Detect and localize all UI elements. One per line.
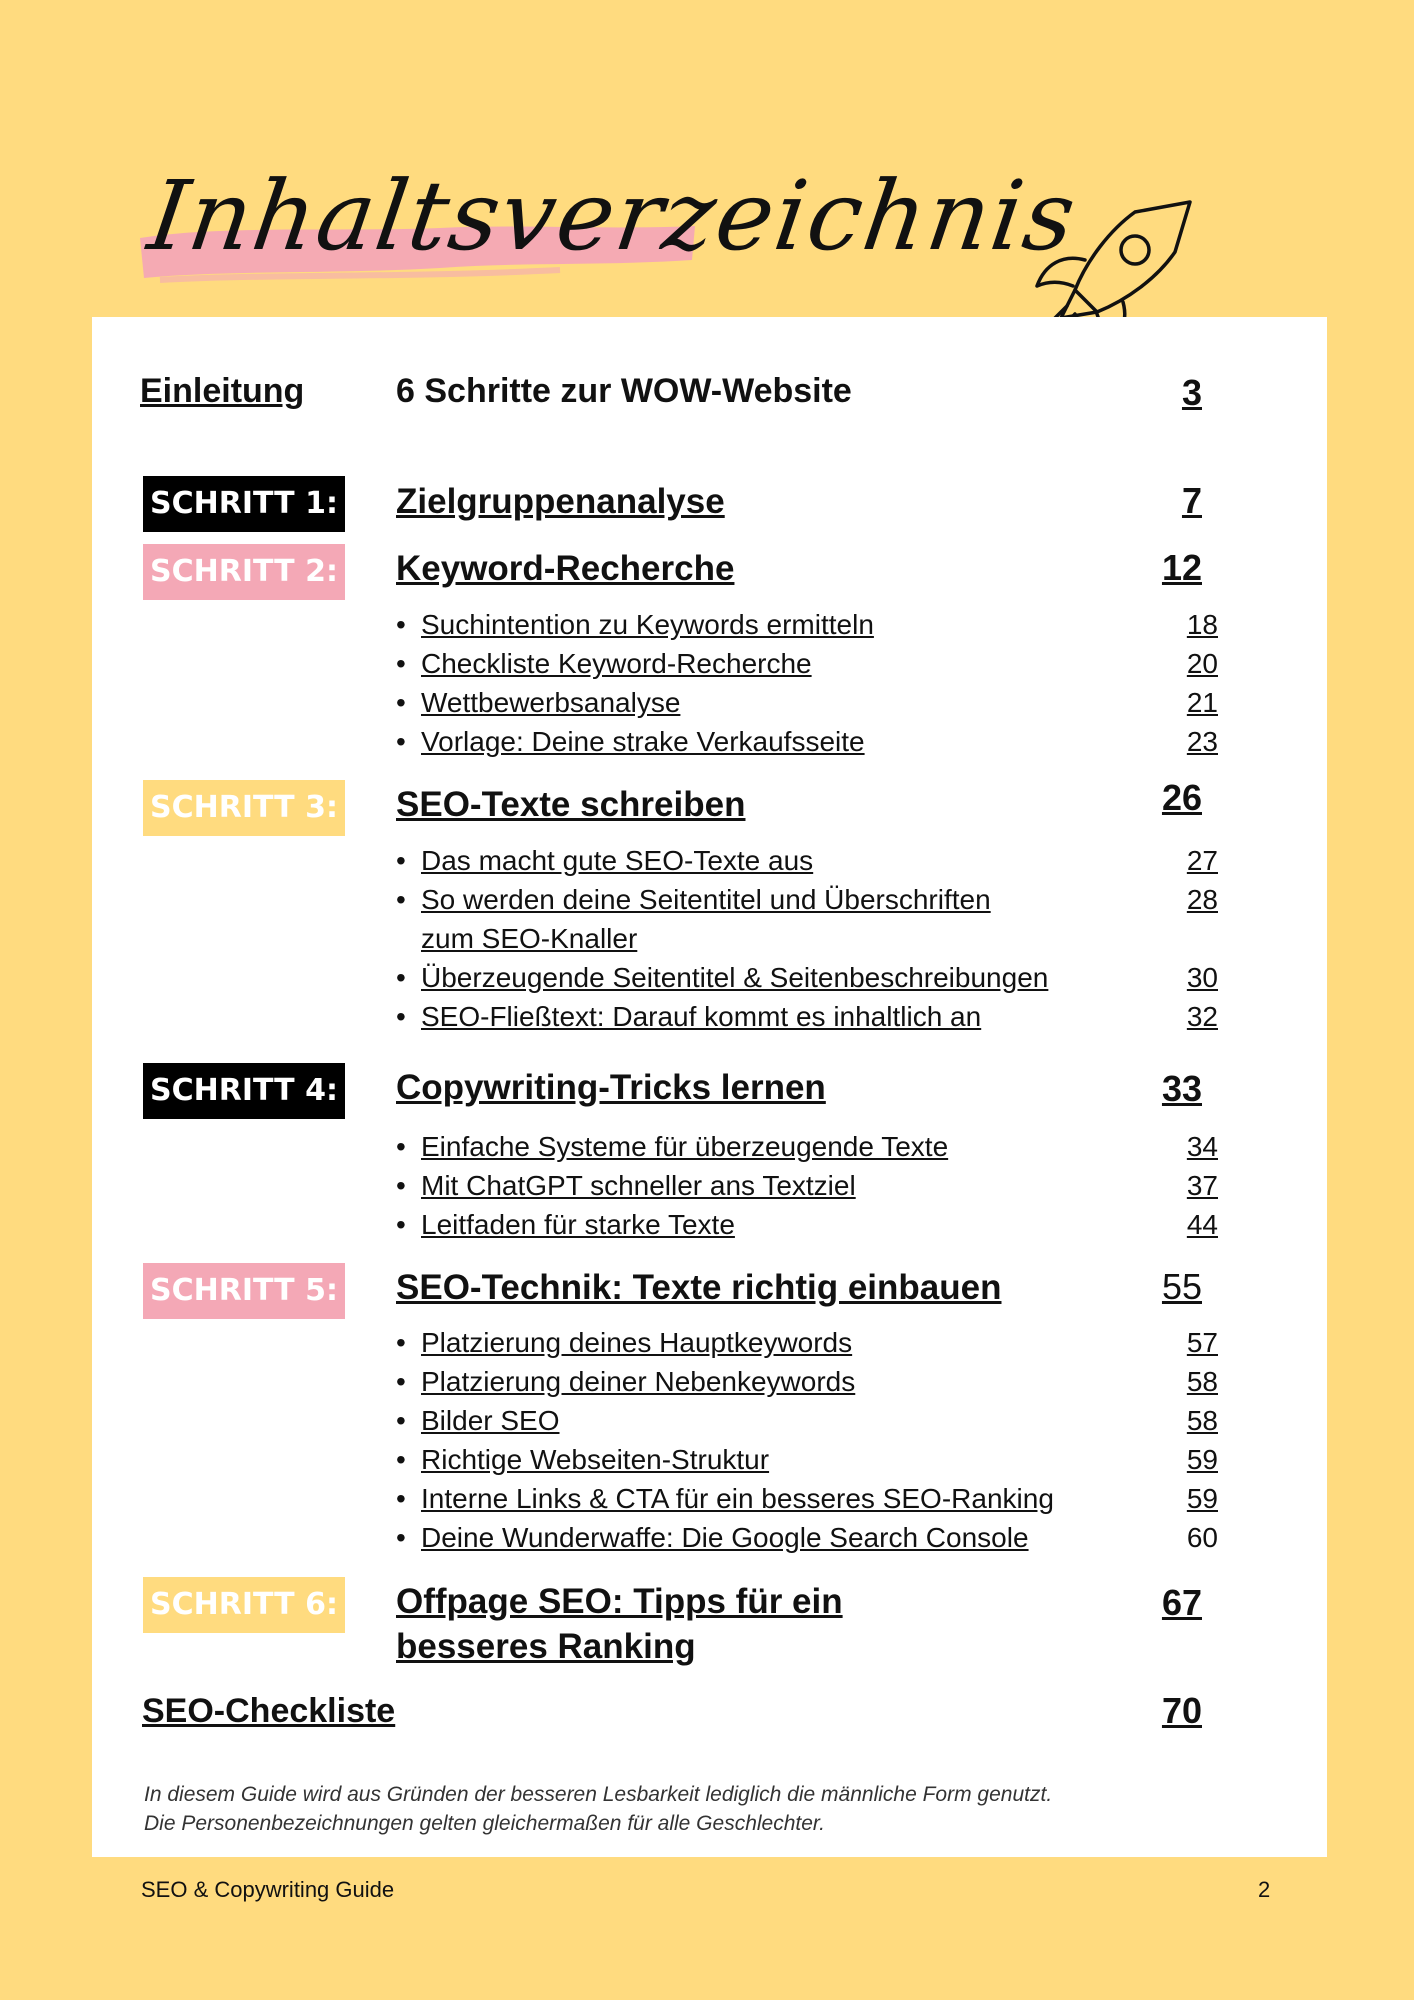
list-item-label[interactable]: Richtige Webseiten-Struktur — [421, 1444, 770, 1475]
list-item-label[interactable]: Leitfaden für starke Texte — [421, 1209, 735, 1240]
bullet-icon: • — [396, 1444, 406, 1475]
bullet-icon: • — [396, 1522, 406, 1553]
list-item-label[interactable]: So werden deine Seitentitel und Überschriften — [421, 884, 991, 915]
list-item-label[interactable]: Vorlage: Deine strake Verkaufsseite — [421, 726, 865, 757]
bullet-icon: • — [396, 1483, 406, 1514]
intro-page[interactable]: 3 — [1181, 372, 1202, 413]
step-5-title[interactable]: SEO-Technik: Texte richtig einbauen — [396, 1268, 1002, 1307]
bullet-icon: • — [396, 1405, 406, 1436]
list-item-page[interactable]: 58 — [1186, 1366, 1218, 1397]
step-5-badge: SCHRITT 5: — [143, 1263, 345, 1319]
list-item-page[interactable]: 21 — [1186, 687, 1218, 718]
page-title: Inhaltsverzeichnis — [142, 160, 1084, 272]
list-item-label[interactable]: Deine Wunderwaffe: Die Google Search Console — [421, 1522, 1029, 1553]
list-item-label[interactable]: Interne Links & CTA für ein besseres SEO-Ranking — [421, 1483, 1054, 1514]
bullet-icon: • — [396, 687, 406, 718]
list-item-page[interactable]: 59 — [1186, 1444, 1218, 1475]
list-item-label[interactable]: Platzierung deines Hauptkeywords — [421, 1327, 853, 1358]
list-item-page[interactable]: 32 — [1186, 1001, 1218, 1032]
bullet-icon: • — [396, 648, 406, 679]
checkliste-page[interactable]: 70 — [1161, 1690, 1202, 1731]
bullet-icon: • — [396, 884, 406, 915]
list-item-page[interactable]: 28 — [1186, 884, 1218, 915]
step-4-title[interactable]: Copywriting-Tricks lernen — [396, 1068, 826, 1107]
step-5-page[interactable]: 55 — [1161, 1266, 1202, 1307]
step-6-title-continued[interactable]: besseres Ranking — [396, 1627, 696, 1666]
step-1-badge: SCHRITT 1: — [143, 476, 345, 532]
list-item-label[interactable]: Einfache Systeme für überzeugende Texte — [421, 1131, 949, 1162]
step-4-badge: SCHRITT 4: — [143, 1063, 345, 1119]
step-6-page[interactable]: 67 — [1161, 1582, 1202, 1623]
intro-title: 6 Schritte zur WOW-Website — [396, 372, 852, 410]
intro-label[interactable]: Einleitung — [140, 372, 305, 410]
list-item-label[interactable]: Suchintention zu Keywords ermitteln — [421, 609, 874, 640]
bullet-icon: • — [396, 726, 406, 757]
list-item-page[interactable]: 20 — [1186, 648, 1218, 679]
step-3-title[interactable]: SEO-Texte schreiben — [396, 785, 746, 824]
gender-note — [144, 1780, 1052, 1838]
list-item-page[interactable]: 30 — [1186, 962, 1218, 993]
list-item-label[interactable]: Checkliste Keyword-Recherche — [421, 648, 812, 679]
list-item-label[interactable]: SEO-Fließtext: Darauf kommt es inhaltlich an — [421, 1001, 982, 1032]
footer-guide-name: SEO & Copywriting Guide — [141, 1877, 395, 1902]
step-2-title[interactable]: Keyword-Recherche — [396, 549, 735, 588]
list-item-label[interactable]: Bilder SEO — [421, 1405, 560, 1436]
list-item-label[interactable]: Überzeugende Seitentitel & Seitenbeschreibungen — [421, 962, 1049, 993]
list-item-label[interactable]: Das macht gute SEO-Texte aus — [421, 845, 814, 876]
list-item-label[interactable]: Wettbewerbsanalyse — [421, 687, 681, 718]
bullet-icon: • — [396, 1366, 406, 1397]
list-item-page[interactable]: 60 — [1186, 1522, 1218, 1553]
step-6-title[interactable]: Offpage SEO: Tipps für ein — [396, 1582, 843, 1621]
note-line-1: In diesem Guide wird aus Gründen der besseren Lesbarkeit lediglich die männliche Form genutzt. — [144, 1783, 1053, 1806]
note-line-2: Die Personenbezeichnungen gelten gleichermaßen für alle Geschlechter. — [144, 1812, 825, 1835]
step-1-title[interactable]: Zielgruppenanalyse — [396, 482, 725, 521]
bullet-icon: • — [396, 962, 406, 993]
bullet-icon: • — [396, 609, 406, 640]
title-area — [140, 150, 1084, 310]
list-item-label[interactable]: Platzierung deiner Nebenkeywords — [421, 1366, 856, 1397]
step-2-page[interactable]: 12 — [1161, 547, 1202, 588]
list-item-page[interactable]: 34 — [1186, 1131, 1218, 1162]
bullet-icon: • — [396, 845, 406, 876]
list-item-page[interactable]: 57 — [1186, 1327, 1218, 1358]
bullet-icon: • — [396, 1001, 406, 1032]
step-3-page[interactable]: 26 — [1161, 777, 1202, 818]
list-item[interactable] — [396, 880, 1216, 958]
bullet-icon: • — [396, 1327, 406, 1358]
list-item-page[interactable]: 27 — [1186, 845, 1218, 876]
step-1-page[interactable]: 7 — [1181, 480, 1202, 521]
list-item-page[interactable]: 44 — [1186, 1209, 1218, 1240]
list-item-page[interactable]: 18 — [1186, 609, 1218, 640]
footer-page-number: 2 — [1258, 1877, 1271, 1902]
list-item-page[interactable]: 23 — [1186, 726, 1218, 757]
checkliste-label[interactable]: SEO-Checkliste — [142, 1692, 396, 1730]
toc-card — [92, 317, 1327, 1857]
bullet-icon: • — [396, 1170, 406, 1201]
step-3-badge: SCHRITT 3: — [143, 780, 345, 836]
list-item-page[interactable]: 59 — [1186, 1483, 1218, 1514]
step-2-badge: SCHRITT 2: — [143, 544, 345, 600]
list-item-page[interactable]: 37 — [1186, 1170, 1218, 1201]
step-6-badge: SCHRITT 6: — [143, 1577, 345, 1633]
step-4-page[interactable]: 33 — [1161, 1068, 1202, 1109]
list-item-label-continued[interactable]: zum SEO-Knaller — [421, 923, 638, 954]
bullet-icon: • — [396, 1209, 406, 1240]
list-item-page[interactable]: 58 — [1186, 1405, 1218, 1436]
list-item-label[interactable]: Mit ChatGPT schneller ans Textziel — [421, 1170, 856, 1201]
bullet-icon: • — [396, 1131, 406, 1162]
